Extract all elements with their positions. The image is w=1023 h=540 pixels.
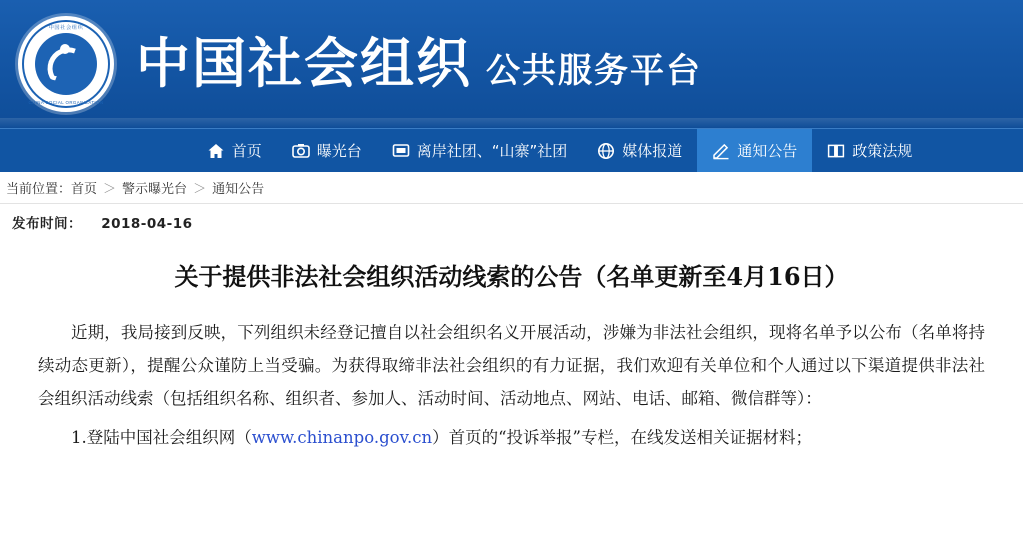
chinanpo-website-link[interactable]: www.chinanpo.gov.cn: [251, 427, 433, 447]
logo-text-top: 中国社会组织: [48, 25, 84, 31]
main-nav: [0, 128, 1023, 172]
pencil-icon: [712, 142, 730, 160]
article-paragraph: 近期，我局接到反映，下列组织未经登记擅自以社会组织名义开展活动，涉嫌为非法社会组织，现将名单予以公布（名单将持续动态更新），提醒公众谨防上当受骗。为获得取缔非法社会组织的有力证据，我们欢迎有关单位和个人通过以下渠道提供非法社会组织活动线索（包括组织名称、组织者、参加人、活动时间、活动地点、网站、电话、邮箱、微信群等）：: [38, 322, 985, 408]
nav-item-offshore-groups[interactable]: [377, 129, 583, 172]
publish-time-label: 发布时间：: [12, 216, 82, 232]
breadcrumb-prefix: 当前位置：: [6, 182, 72, 197]
publish-time-value: 2018-04-16: [101, 216, 193, 232]
china-social-organization-emblem-icon: [18, 16, 114, 112]
breadcrumb-item-notices[interactable]: 通知公告: [212, 182, 265, 197]
camera-icon: [292, 142, 310, 160]
site-header: [0, 0, 1023, 128]
article-list-item-prefix: 1.登陆中国社会组织网（: [71, 427, 252, 447]
site-title-sub: 公共服务平台: [486, 51, 702, 91]
nav-item-label: 通知公告: [737, 142, 798, 160]
article-body: [38, 316, 985, 454]
nav-item-policies[interactable]: [812, 129, 927, 172]
nav-item-media-reports[interactable]: [582, 129, 697, 172]
page-title: 关于提供非法社会组织活动线索的公告（名单更新至4月16日）: [174, 262, 849, 291]
logo-text-bottom: CHINA SOCIAL ORGANIZATION: [28, 100, 104, 105]
book-icon: [827, 142, 845, 160]
breadcrumb-item-home[interactable]: 首页: [71, 182, 98, 197]
globe-icon: [597, 142, 615, 160]
article: [0, 232, 1023, 454]
publish-time: [0, 204, 1023, 232]
nav-item-home[interactable]: [192, 129, 277, 172]
site-title: [136, 32, 702, 95]
breadcrumb-item-exposure[interactable]: 警示曝光台: [122, 182, 188, 197]
article-list-item: [38, 421, 985, 454]
nav-item-label: 离岸社团、“山寨”社团: [416, 142, 568, 160]
monitor-icon: [392, 142, 410, 160]
nav-item-exposure[interactable]: [277, 129, 377, 172]
nav-item-label: 政策法规: [852, 142, 913, 160]
breadcrumb-separator: ＞: [103, 182, 117, 197]
home-icon: [207, 142, 225, 160]
article-list-item-suffix: ）首页的“投诉举报”专栏，在线发送相关证据材料；: [432, 427, 812, 447]
nav-item-label: 媒体报道: [622, 142, 683, 160]
breadcrumb: [0, 172, 1023, 204]
breadcrumb-separator: ＞: [193, 182, 207, 197]
nav-item-label: 曝光台: [316, 142, 362, 160]
site-title-main: 中国社会组织: [136, 32, 472, 95]
nav-item-notices[interactable]: [697, 129, 812, 172]
nav-item-label: 首页: [231, 142, 262, 160]
